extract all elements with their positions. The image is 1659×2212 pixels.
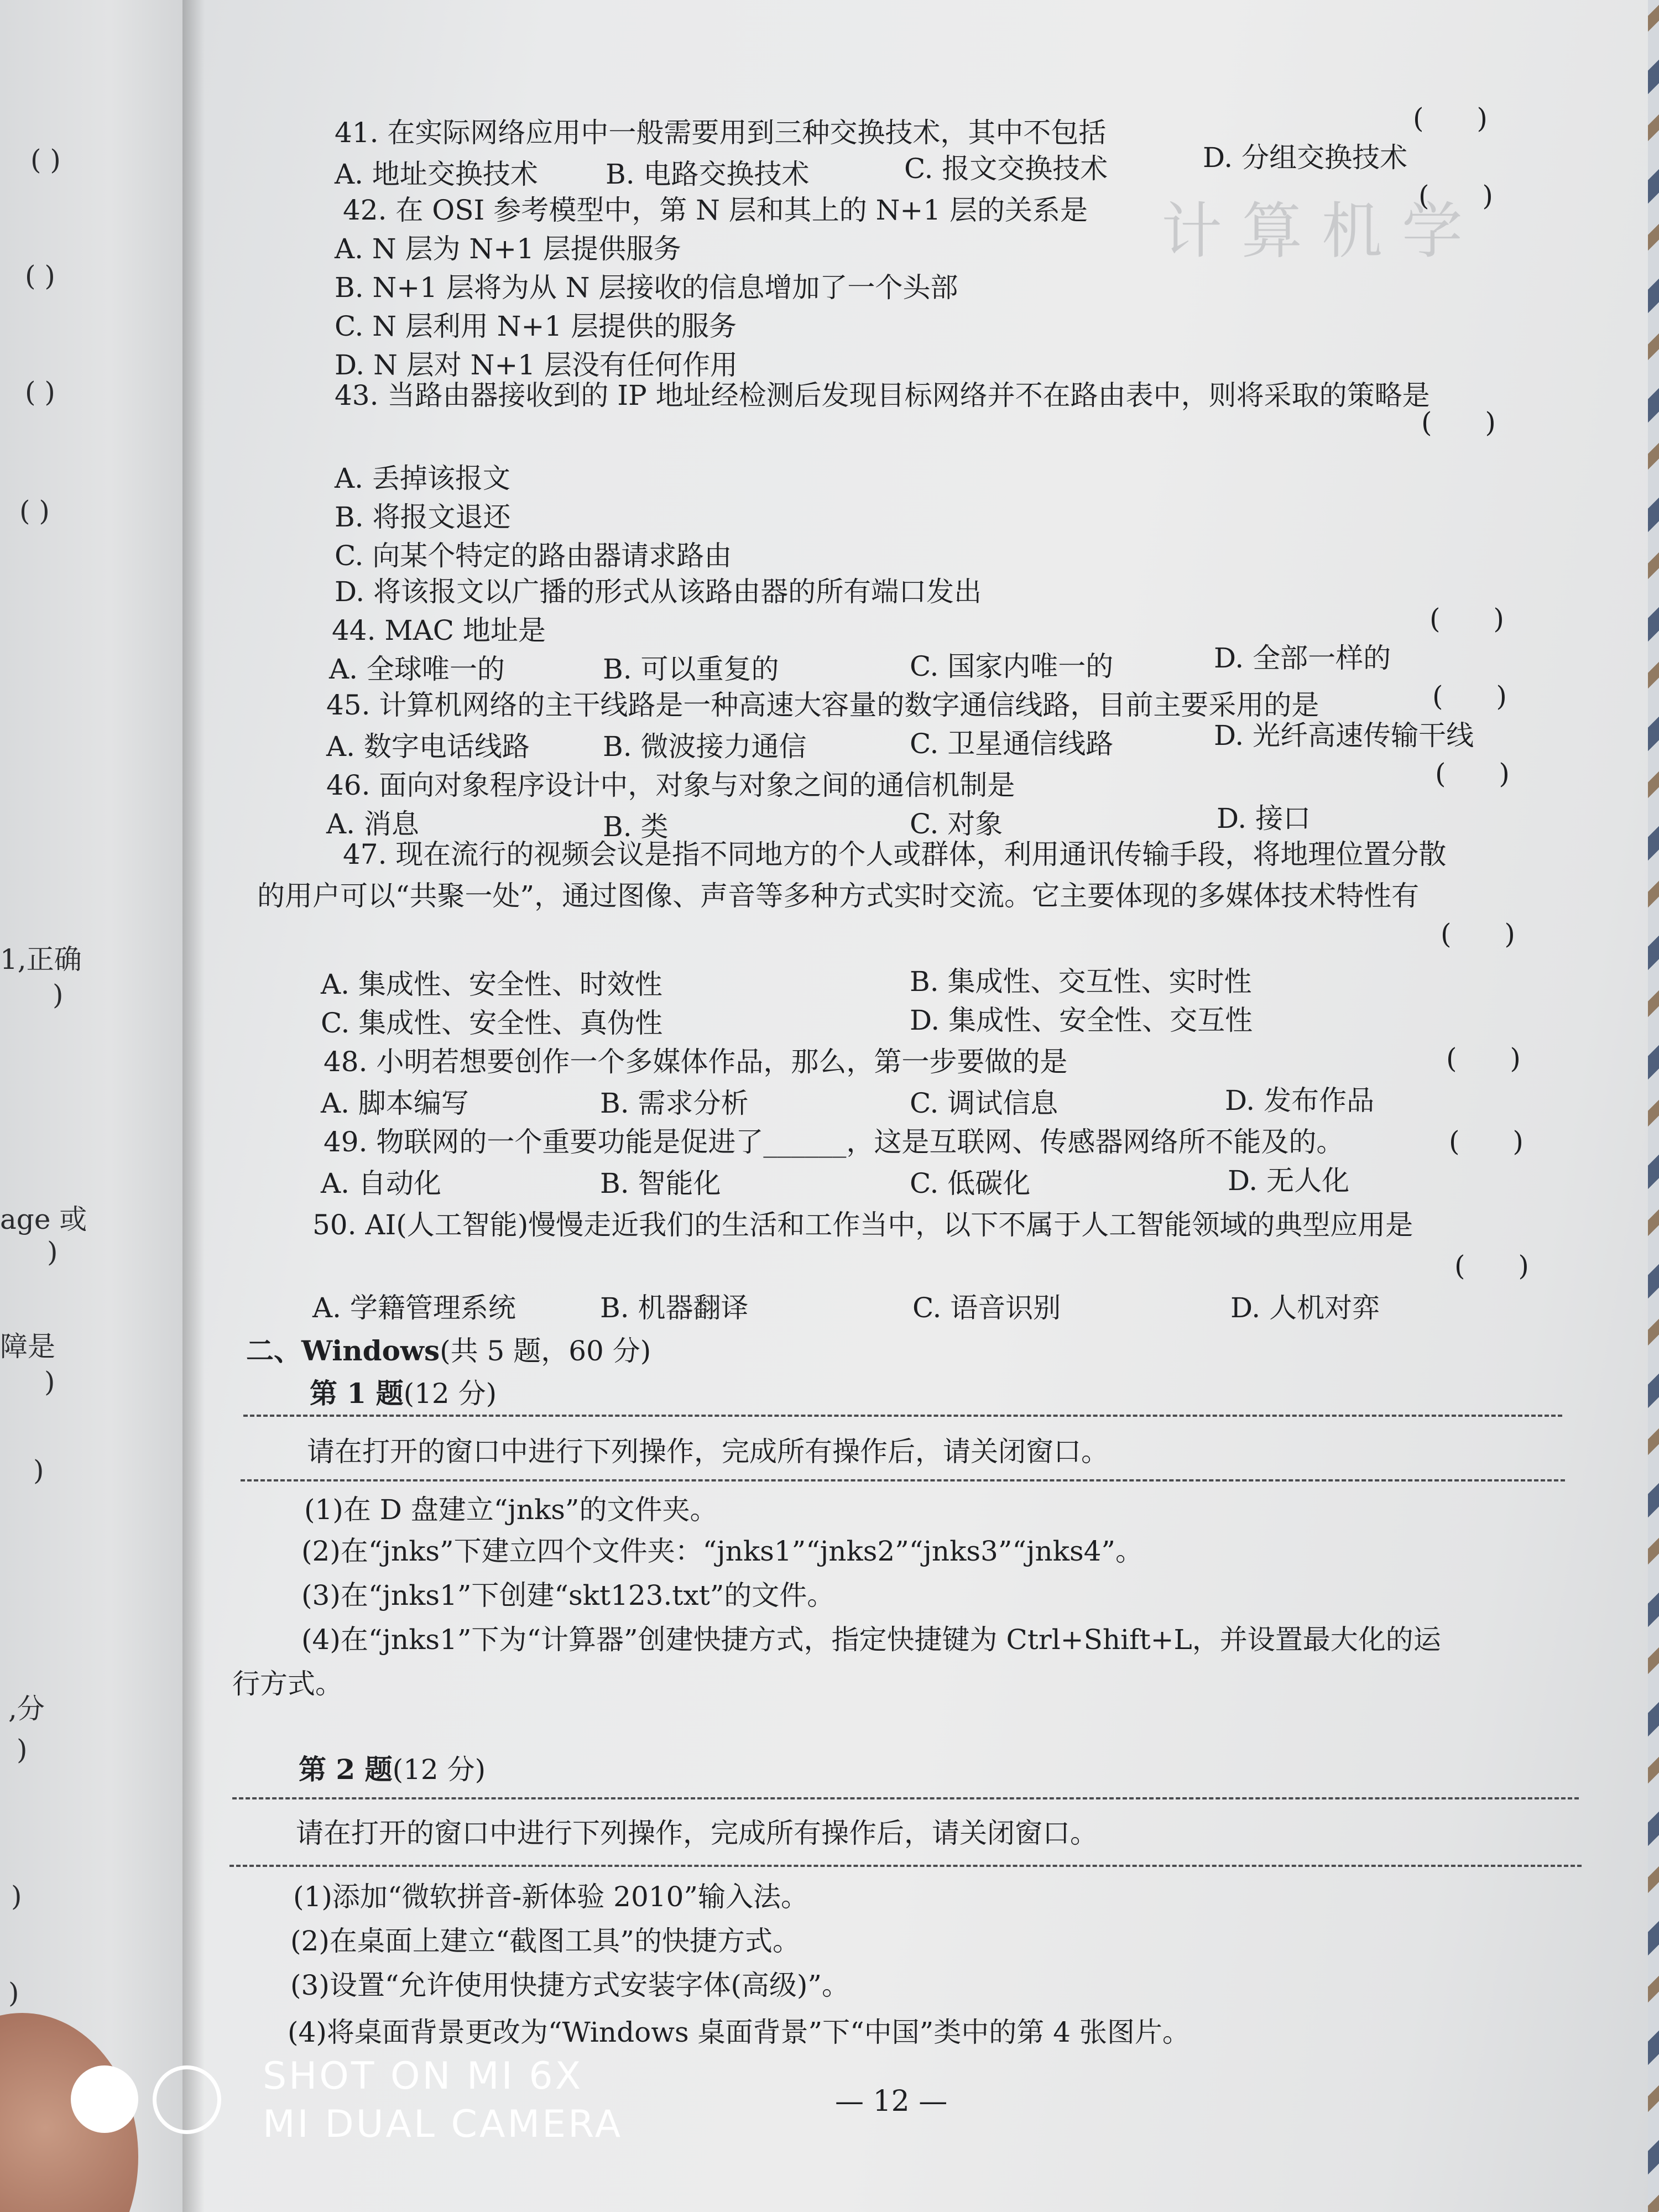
question-41-option-b: B. 电路交换技术 — [606, 158, 810, 190]
left-page-fragment: ( ) — [30, 144, 61, 176]
left-page-fragment: ) — [44, 1366, 55, 1398]
question-41-option-a: A. 地址交换技术 — [335, 158, 538, 190]
task-2-dashed-rule-bottom — [229, 1865, 1582, 1867]
task-1-heading — [310, 1377, 497, 1410]
question-47-option-c: C. 集成性、安全性、真伪性 — [321, 1007, 663, 1039]
left-page-fragment: ,分 — [8, 1693, 45, 1725]
question-44-option-c: C. 国家内唯一的 — [910, 650, 1114, 682]
question-49-answer-blank: ( ) — [1449, 1125, 1546, 1157]
question-45-option-a: A. 数字电话线路 — [326, 731, 530, 763]
left-page-edge — [0, 0, 199, 2212]
question-46-option-c: C. 对象 — [910, 808, 1003, 840]
question-44-option-b: B. 可以重复的 — [603, 653, 779, 685]
question-50-answer-blank: ( ) — [1454, 1250, 1551, 1282]
left-page-fragment: ) — [8, 1977, 19, 2009]
task-2-dashed-rule-top — [232, 1797, 1579, 1799]
question-44-option-a: A. 全球唯一的 — [329, 653, 505, 685]
camera-watermark-filled-circle-icon — [71, 2065, 138, 2133]
question-50-text: 50. AI(人工智能)慢慢走近我们的生活和工作当中，以下不属于人工智能领域的典型应用是 — [312, 1209, 1413, 1241]
page-number: — 12 — — [835, 2085, 948, 2118]
question-49-option-b: B. 智能化 — [600, 1167, 721, 1199]
question-46-option-d: D. 接口 — [1217, 802, 1311, 834]
question-48-option-d: D. 发布作品 — [1225, 1084, 1375, 1117]
question-42-option-b: B. N+1 层将为从 N 层接收的信息增加了一个头部 — [335, 272, 958, 304]
task-2-step-3: (3)设置“允许使用快捷方式安装字体(高级)”。 — [290, 1969, 849, 2001]
camera-watermark-line-1: SHOT ON MI 6X — [263, 2054, 583, 2098]
section-2-heading — [246, 1334, 651, 1367]
task-2-points: (12 分) — [392, 1754, 486, 1786]
task-1-dashed-rule-bottom — [241, 1479, 1565, 1481]
question-48-option-a: A. 脚本编写 — [321, 1087, 469, 1119]
question-45-answer-blank: ( ) — [1432, 680, 1529, 712]
question-47-option-a: A. 集成性、安全性、时效性 — [321, 968, 662, 1000]
question-48-option-c: C. 调试信息 — [910, 1087, 1058, 1119]
left-page-fragment: age 或 — [0, 1203, 87, 1235]
left-page-fragment: 1,正确 — [0, 943, 82, 975]
question-50-option-a: A. 学籍管理系统 — [312, 1292, 516, 1324]
question-49-text: 49. 物联网的一个重要功能是促进了______，这是互联网、传感器网络所不能及的。 — [324, 1126, 1344, 1158]
task-1-step-4-continued: 行方式。 — [232, 1668, 343, 1700]
question-42-option-c: C. N 层利用 N+1 层提供的服务 — [335, 310, 737, 342]
question-48-text: 48. 小明若想要创作一个多媒体作品，那么，第一步要做的是 — [324, 1046, 1068, 1078]
left-page-fragment: 障是 — [0, 1331, 55, 1363]
left-page-fragment: ( ) — [25, 376, 55, 408]
task-2-step-2: (2)在桌面上建立“截图工具”的快捷方式。 — [290, 1925, 800, 1957]
question-49-option-a: A. 自动化 — [321, 1167, 441, 1199]
question-48-option-b: B. 需求分析 — [600, 1087, 749, 1119]
question-43-option-c: C. 向某个特定的路由器请求路由 — [335, 540, 732, 572]
question-48-answer-blank: ( ) — [1446, 1042, 1543, 1074]
question-44-text: 44. MAC 地址是 — [332, 614, 546, 646]
task-2-instruction: 请在打开的窗口中进行下列操作，完成所有操作后，请关闭窗口。 — [296, 1817, 1098, 1849]
task-1-step-1: (1)在 D 盘建立“jnks”的文件夹。 — [304, 1494, 718, 1526]
question-42-text: 42. 在 OSI 参考模型中，第 N 层和其上的 N+1 层的关系是 — [343, 194, 1088, 226]
question-50-option-b: B. 机器翻译 — [600, 1292, 749, 1324]
question-45-option-b: B. 微波接力通信 — [603, 731, 807, 763]
section-2-suffix: (共 5 题，60 分) — [440, 1335, 651, 1367]
question-43-answer-blank: ( ) — [1421, 406, 1518, 439]
question-49-option-d: D. 无人化 — [1228, 1165, 1350, 1197]
left-page-fragment: ) — [11, 1880, 22, 1912]
question-47-text-line1: 47. 现在流行的视频会议是指不同地方的个人或群体，利用通讯传输手段，将地理位置分散 — [343, 838, 1447, 870]
question-47-text-line2: 的用户可以“共聚一处”，通过图像、声音等多种方式实时交流。它主要体现的多媒体技术特性有 — [257, 880, 1420, 912]
section-2-name: Windows — [301, 1334, 440, 1367]
question-41-option-c: C. 报文交换技术 — [904, 153, 1108, 185]
left-page-fragment: ) — [33, 1454, 44, 1486]
camera-watermark-line-2: MI DUAL CAMERA — [263, 2103, 623, 2146]
question-42-option-a: A. N 层为 N+1 层提供服务 — [335, 233, 681, 265]
question-43-option-b: B. 将报文退还 — [335, 501, 511, 533]
left-page-fragment: ( ) — [19, 495, 50, 527]
question-46-text: 46. 面向对象程序设计中，对象与对象之间的通信机制是 — [326, 769, 1015, 801]
task-1-step-3: (3)在“jnks1”下创建“skt123.txt”的文件。 — [301, 1579, 835, 1611]
question-41-option-d: D. 分组交换技术 — [1203, 142, 1408, 174]
question-50-option-d: D. 人机对弈 — [1230, 1292, 1380, 1324]
left-page-fragment: ) — [53, 979, 64, 1011]
question-47-option-b: B. 集成性、交互性、实时性 — [910, 966, 1252, 998]
task-1-title: 第 1 题 — [310, 1377, 404, 1410]
question-42-option-d: D. N 层对 N+1 层没有任何作用 — [335, 349, 738, 381]
question-45-text: 45. 计算机网络的主干线路是一种高速大容量的数字通信线路，目前主要采用的是 — [326, 689, 1319, 721]
question-49-option-c: C. 低碳化 — [910, 1167, 1031, 1199]
question-47-option-d: D. 集成性、安全性、交互性 — [910, 1004, 1253, 1036]
task-1-dashed-rule-top — [243, 1415, 1562, 1417]
question-43-text: 43. 当路由器接收到的 IP 地址经检测后发现目标网络并不在路由表中，则将采取的策略是 — [335, 379, 1430, 411]
question-45-option-c: C. 卫星通信线路 — [910, 728, 1114, 760]
task-2-heading — [299, 1753, 486, 1786]
question-46-option-a: A. 消息 — [326, 808, 419, 840]
task-1-step-4: (4)在“jnks1”下为“计算器”创建快捷方式，指定快捷键为 Ctrl+Shift+L，并设置最大化的运 — [301, 1624, 1441, 1656]
question-42-answer-blank: ( ) — [1418, 180, 1515, 212]
question-46-answer-blank: ( ) — [1435, 758, 1532, 790]
question-43-option-a: A. 丢掉该报文 — [335, 462, 510, 494]
question-46-option-b: B. 类 — [603, 811, 669, 843]
section-2-prefix: 二、 — [246, 1334, 301, 1367]
task-1-instruction: 请在打开的窗口中进行下列操作，完成所有操作后，请关闭窗口。 — [307, 1436, 1109, 1468]
left-page-fragment: ) — [47, 1236, 58, 1268]
question-44-option-d: D. 全部一样的 — [1214, 642, 1391, 674]
book-gutter-shadow — [182, 0, 205, 2212]
question-41-answer-blank: ( ) — [1413, 102, 1510, 134]
question-47-answer-blank: ( ) — [1441, 918, 1537, 950]
left-page-fragment: ) — [17, 1734, 28, 1766]
question-44-answer-blank: ( ) — [1430, 603, 1526, 635]
left-page-fragment: ( ) — [25, 260, 55, 292]
task-2-title: 第 2 题 — [299, 1753, 393, 1786]
task-1-step-2: (2)在“jnks”下建立四个文件夹：“jnks1”“jnks2”“jnks3”“jnks4”。 — [301, 1535, 1143, 1567]
task-2-step-4: (4)将桌面背景更改为“Windows 桌面背景”下“中国”类中的第 4 张图片。 — [288, 2016, 1190, 2048]
question-41-text: 41. 在实际网络应用中一般需要用到三种交换技术，其中不包括 — [335, 117, 1107, 149]
question-50-option-c: C. 语音识别 — [912, 1292, 1061, 1324]
question-45-option-d: D. 光纤高速传输干线 — [1214, 719, 1474, 752]
question-43-option-d: D. 将该报文以广播的形式从该路由器的所有端口发出 — [335, 576, 982, 608]
camera-watermark-ring-icon — [153, 2065, 221, 2134]
task-1-points: (12 分) — [403, 1378, 497, 1410]
bleed-through-heading: 计 算 机 学 — [1161, 196, 1463, 267]
task-2-step-1: (1)添加“微软拼音-新体验 2010”输入法。 — [293, 1881, 808, 1913]
